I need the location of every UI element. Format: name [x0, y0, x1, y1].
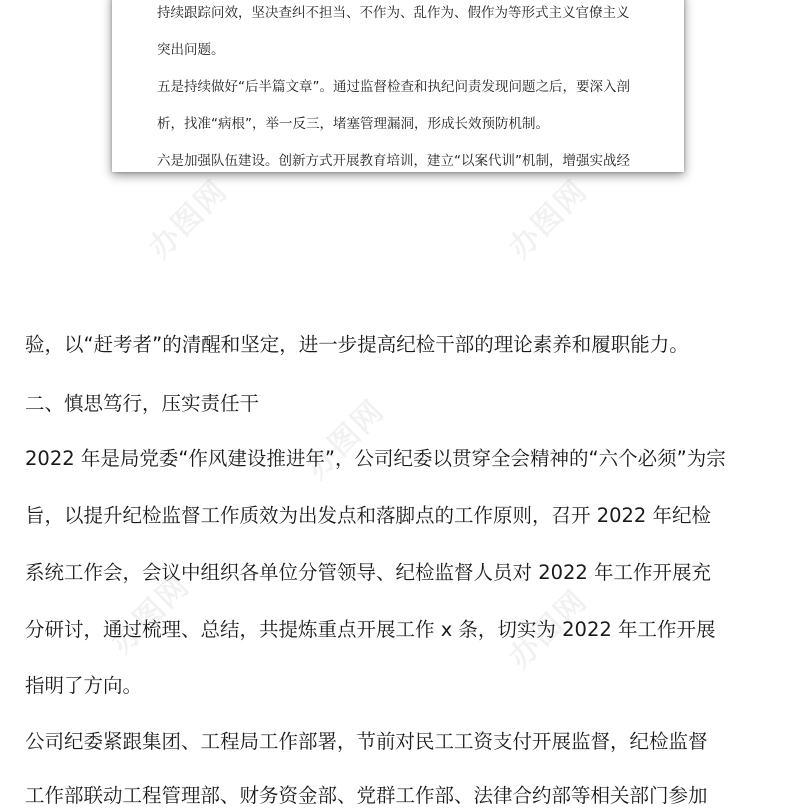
paragraph-line: 2022 年是局党委“作风建设推进年”，公司纪委以贯穿全会精神的“六个必须”为宗 — [25, 447, 726, 470]
section-heading: 二、慎思笃行，压实责任干 — [25, 392, 260, 415]
card-text-line: 突出问题。 — [157, 42, 225, 58]
paragraph-line: 公司纪委紧跟集团、工程局工作部署，节前对民工工资支付开展监督，纪检监督 — [25, 730, 708, 753]
watermark: 办图网 — [502, 173, 595, 266]
card-text-line: 五是持续做好“后半篇文章”。通过监督检查和执纪问责发现问题之后，要深入剖 — [157, 79, 630, 95]
card-text-line: 析，找准“病根”，举一反三，堵塞管理漏洞，形成长效预防机制。 — [157, 116, 549, 132]
paragraph-line: 分研讨，通过梳理、总结，共提炼重点开展工作 x 条，切实为 2022 年工作开展 — [25, 618, 716, 641]
paragraph-line: 验，以“赶考者”的清醒和坚定，进一步提高纪检干部的理论素养和履职能力。 — [25, 333, 689, 356]
card-text-line: 持续跟踪问效，坚决查纠不担当、不作为、乱作为、假作为等形式主义官僚主义 — [157, 5, 630, 21]
paragraph-line: 指明了方向。 — [25, 674, 143, 697]
card-text-line: 六是加强队伍建设。创新方式开展教育培训，建立“以案代训”机制，增强实战经 — [157, 153, 630, 169]
watermark: 办图网 — [104, 568, 197, 661]
watermark: 办图网 — [502, 583, 595, 676]
paragraph-line: 系统工作会，会议中组织各单位分管领导、纪检监督人员对 2022 年工作开展充 — [25, 561, 712, 584]
paragraph-line: 工作部联动工程管理部、财务资金部、党群工作部、法律合约部等相关部门参加 — [25, 784, 708, 807]
paragraph-line: 旨，以提升纪检监督工作质效为出发点和落脚点的工作原则，召开 2022 年纪检 — [25, 504, 712, 527]
document-page-preview — [112, 0, 684, 172]
watermark: 办图网 — [299, 393, 392, 486]
watermark: 办图网 — [142, 173, 235, 266]
